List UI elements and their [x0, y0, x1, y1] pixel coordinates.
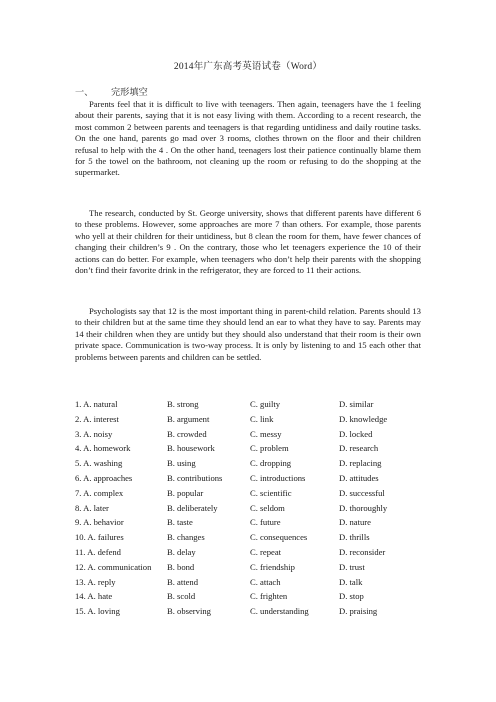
option-choice: D. locked	[339, 428, 373, 439]
option-choice: 12. A. communication	[75, 561, 152, 572]
option-choice: 9. A. behavior	[75, 517, 124, 528]
option-row	[75, 547, 419, 562]
option-choice: C. seldom	[250, 502, 285, 513]
option-choice: B. contributions	[167, 472, 223, 483]
option-choice: C. understanding	[250, 606, 309, 617]
option-row	[75, 443, 419, 458]
option-choice: D. knowledge	[339, 413, 388, 424]
option-choice: C. frighten	[250, 591, 288, 602]
option-choice: D. research	[339, 443, 379, 454]
passage-paragraph-2: The research, conducted by St. George university, shows that different parents have different 6 to these problems. However, some approaches are more 7 than others. For example, those parents who yell at their children for their untidiness, but 8 clean the room for them, have fewer chances of changing their children’s 9 . On the contrary, those who let teenagers experience the 10 of their actions can do better. For example, when teenagers who don’t help their parents with the shopping don’t find their favorite drink in the refrigerator, they are forced to 11 their actions.	[75, 208, 421, 276]
answer-options	[75, 399, 419, 621]
option-choice: 1. A. natural	[75, 399, 118, 409]
option-row	[75, 414, 419, 429]
option-choice: D. praising	[339, 606, 378, 617]
option-choice: 14. A. hate	[75, 591, 113, 602]
section-number: 一、	[75, 87, 94, 97]
option-choice: 8. A. later	[75, 502, 109, 513]
option-choice: 3. A. noisy	[75, 428, 113, 439]
option-choice: B. delay	[167, 546, 196, 557]
option-choice: C. attach	[250, 576, 281, 587]
option-choice: B. using	[167, 458, 196, 469]
option-choice: C. repeat	[250, 546, 282, 557]
option-row	[75, 577, 419, 592]
section-name: 完形填空	[111, 87, 148, 97]
option-choice: D. similar	[339, 399, 374, 409]
passage-paragraph-1: Parents feel that it is difficult to live with teenagers. Then again, teenagers have the 1 feeling about their parents, saying that it is not easy living with them. According to a recent research, the most common 2 between parents and teenagers is that regarding untidiness and daily routine tasks. On the one hand, parents go mad over 3 rooms, clothes thrown on the floor and their children refusal to help with the 4 . On the other hand, teenagers lost their patience continually blame them for 5 the towel on the bathroom, not cleaning up the room or refusing to do the shopping at the supermarket.	[75, 99, 421, 178]
option-row	[75, 591, 419, 606]
option-choice: B. popular	[167, 487, 204, 498]
option-choice: D. attitudes	[339, 472, 379, 483]
option-row	[75, 488, 419, 503]
section-heading	[75, 84, 148, 98]
option-choice: B. taste	[167, 517, 193, 528]
option-choice: C. future	[250, 517, 281, 528]
option-choice: D. reconsider	[339, 546, 386, 557]
option-choice: C. dropping	[250, 458, 292, 469]
option-row	[75, 458, 419, 473]
option-choice: 11. A. defend	[75, 546, 121, 557]
option-row	[75, 532, 419, 547]
option-choice: 4. A. homework	[75, 443, 131, 454]
option-choice: C. messy	[250, 428, 282, 439]
option-row	[75, 399, 419, 414]
option-choice: D. trust	[339, 561, 365, 572]
option-choice: B. housework	[167, 443, 215, 454]
option-choice: C. scientific	[250, 487, 292, 498]
option-choice: B. bond	[167, 561, 195, 572]
option-choice: D. thoroughly	[339, 502, 388, 513]
option-choice: B. strong	[167, 399, 199, 409]
option-choice: D. talk	[339, 576, 363, 587]
option-choice: 7. A. complex	[75, 487, 124, 498]
option-choice: 5. A. washing	[75, 458, 123, 469]
option-choice: C. friendship	[250, 561, 295, 572]
option-choice: C. link	[250, 413, 274, 424]
option-choice: D. nature	[339, 517, 371, 528]
passage-paragraph-3: Psychologists say that 12 is the most important thing in parent-child relation. Parents should 13 to their children but at the same time they should lend an ear to what they have to say. Parents may 14 their children when they are untidy but they should also understand that their room is their own private space. Communication is two-way process. It is only by listening to and 15 each other that problems between parents and children can be settled.	[75, 306, 421, 362]
option-row	[75, 503, 419, 518]
option-choice: C. guilty	[250, 399, 281, 409]
option-choice: B. deliberately	[167, 502, 218, 513]
option-choice: D. stop	[339, 591, 364, 602]
option-row	[75, 473, 419, 488]
option-choice: C. introductions	[250, 472, 306, 483]
option-choice: D. successful	[339, 487, 385, 498]
option-choice: 2. A. interest	[75, 413, 119, 424]
option-choice: B. changes	[167, 532, 205, 543]
option-choice: 13. A. reply	[75, 576, 116, 587]
option-row	[75, 429, 419, 444]
option-choice: C. consequences	[250, 532, 308, 543]
option-choice: B. crowded	[167, 428, 207, 439]
option-row	[75, 606, 419, 621]
option-choice: 15. A. loving	[75, 606, 120, 617]
option-choice: D. thrills	[339, 532, 370, 543]
option-row	[75, 562, 419, 577]
option-choice: B. argument	[167, 413, 210, 424]
option-row	[75, 517, 419, 532]
option-choice: B. observing	[167, 606, 211, 617]
option-choice: D. replacing	[339, 458, 382, 469]
document-title: 2014年广东高考英语试卷（Word）	[173, 62, 323, 72]
option-choice: 10. A. failures	[75, 532, 124, 543]
option-choice: B. attend	[167, 576, 199, 587]
option-choice: 6. A. approaches	[75, 472, 133, 483]
option-choice: B. scold	[167, 591, 196, 602]
option-choice: C. problem	[250, 443, 289, 454]
